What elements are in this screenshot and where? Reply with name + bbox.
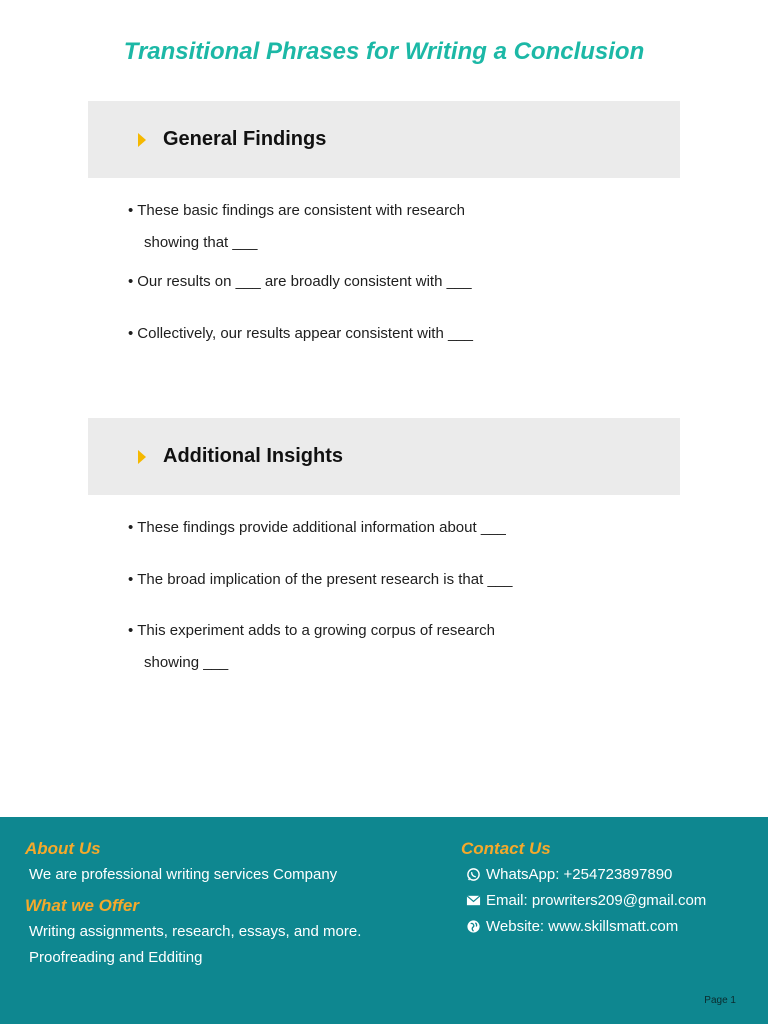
- contact-whatsapp[interactable]: [466, 866, 672, 883]
- globe-icon: [466, 919, 481, 934]
- offer-heading: What we Offer: [25, 896, 139, 915]
- footer: [0, 817, 768, 1024]
- section-header-additional-insights: [88, 418, 680, 495]
- website-text: Website: www.skillsmatt.com: [486, 918, 679, 935]
- bullet-text-continued: showing ___: [144, 654, 229, 671]
- list-item: [128, 615, 495, 679]
- page-title: Transitional Phrases for Writing a Conclusion: [123, 38, 645, 65]
- list-item: [128, 564, 512, 596]
- section-heading: General Findings: [163, 128, 327, 150]
- offer-line: Proofreading and Edditing: [29, 949, 203, 966]
- caret-right-icon: [138, 133, 146, 147]
- envelope-icon: [466, 893, 481, 908]
- bullet-text: These basic findings are consistent with research: [137, 202, 465, 219]
- bullet-text: This experiment adds to a growing corpus of research: [137, 622, 495, 639]
- caret-right-icon: [138, 450, 146, 464]
- contact-heading: Contact Us: [461, 839, 551, 858]
- bullet-dot: •: [128, 273, 134, 290]
- list-item: [128, 318, 473, 350]
- bullet-dot: •: [128, 519, 134, 536]
- list-item: [128, 195, 465, 259]
- bullet-dot: •: [128, 571, 134, 588]
- email-text: Email: prowriters209@gmail.com: [486, 892, 707, 909]
- list-item: [128, 266, 472, 298]
- bullet-text-continued: showing that ___: [144, 234, 258, 251]
- contact-website[interactable]: [466, 918, 678, 935]
- bullet-text: These findings provide additional information about ___: [137, 519, 506, 536]
- offer-line: Writing assignments, research, essays, and more.: [29, 923, 362, 940]
- bullet-text: Our results on ___ are broadly consistent with ___: [137, 273, 472, 290]
- bullet-dot: •: [128, 325, 134, 342]
- bullet-dot: •: [128, 622, 134, 639]
- bullet-text: The broad implication of the present research is that ___: [137, 571, 513, 588]
- whatsapp-icon: [466, 867, 481, 882]
- about-text: We are professional writing services Company: [29, 866, 338, 883]
- page-number: Page 1: [704, 995, 736, 1006]
- section-header-general-findings: [88, 101, 680, 178]
- whatsapp-text: WhatsApp: +254723897890: [486, 866, 673, 883]
- bullet-dot: •: [128, 202, 134, 219]
- list-item: [128, 512, 506, 544]
- bullet-text: Collectively, our results appear consistent with ___: [137, 325, 473, 342]
- contact-email[interactable]: [466, 892, 706, 909]
- section-heading: Additional Insights: [163, 445, 343, 467]
- about-heading: About Us: [25, 839, 101, 858]
